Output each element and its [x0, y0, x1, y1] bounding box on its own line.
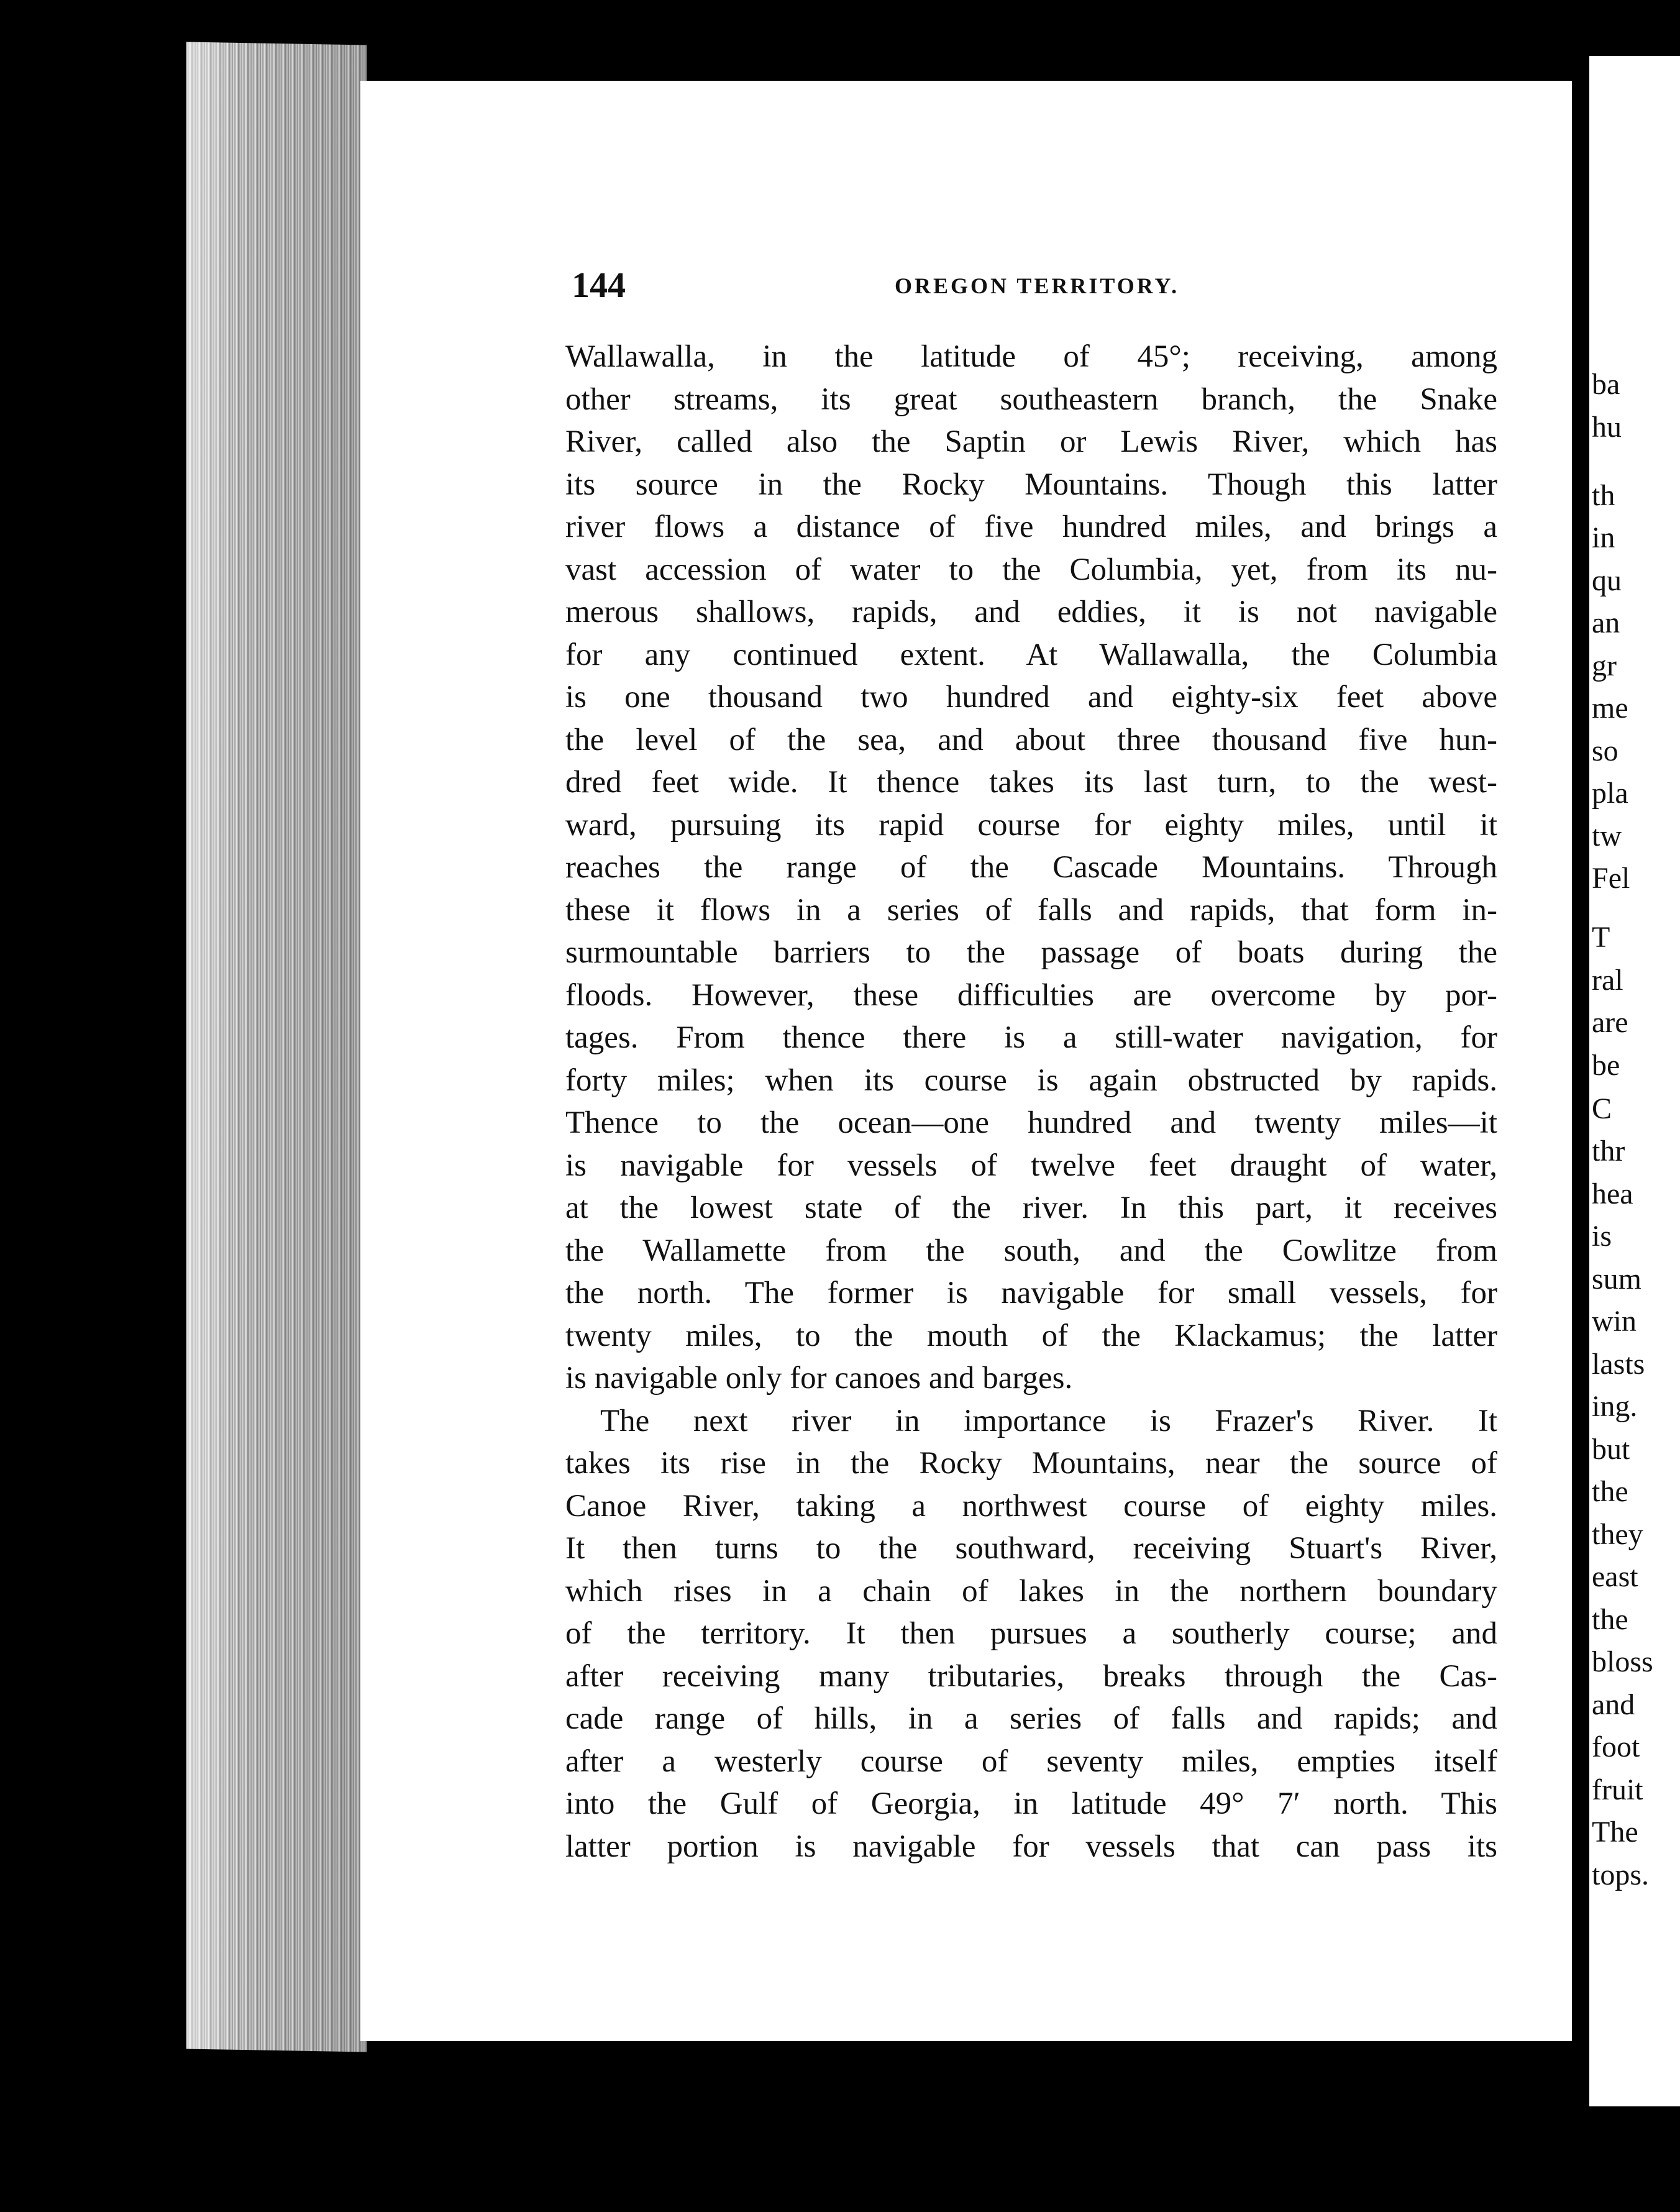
- text-line: after receiving many tributaries, breaks through the Cas-: [565, 1658, 1497, 1694]
- text-line: ward, pursuing its rapid course for eighty miles, until it: [565, 807, 1497, 843]
- facing-page-fragment: lasts: [1592, 1347, 1645, 1381]
- text-line: the north. The former is navigable for small vessels, for: [565, 1276, 1497, 1310]
- text-line: The next river in importance is Frazer's River. It: [600, 1403, 1497, 1438]
- text-line: at the lowest state of the river. In this part, it receives: [565, 1191, 1497, 1225]
- body-text: [565, 336, 1497, 1868]
- text-line: merous shallows, rapids, and eddies, it is not navigable: [565, 595, 1497, 629]
- facing-page-fragment: win: [1592, 1305, 1637, 1338]
- text-line: tages. From thence there is a still-water navigation, for: [565, 1020, 1497, 1055]
- facing-page-fragment: thr: [1592, 1135, 1625, 1168]
- facing-page: [1589, 56, 1680, 2106]
- facing-page-fragment: gr: [1592, 649, 1617, 682]
- facing-page-fragment: are: [1592, 1006, 1628, 1039]
- facing-page-fragment: ral: [1592, 963, 1623, 997]
- text-line: which rises in a chain of lakes in the northern boundary: [565, 1573, 1497, 1609]
- facing-page-fragment: the: [1592, 1475, 1628, 1508]
- facing-page-fragment: they: [1592, 1517, 1643, 1551]
- facing-page-fragment: the: [1592, 1602, 1628, 1636]
- text-line: vast accession of water to the Columbia, yet, from its nu-: [565, 552, 1497, 587]
- text-line: Thence to the ocean—one hundred and twenty miles—it: [565, 1105, 1497, 1140]
- facing-page-fragment: but: [1592, 1432, 1630, 1466]
- book-page-edges: [186, 42, 367, 2052]
- facing-page-fragment: be: [1592, 1048, 1620, 1082]
- facing-page-text: [1589, 56, 1680, 2106]
- facing-page-fragment: hu: [1592, 410, 1622, 444]
- text-line: these it flows in a series of falls and rapids, that form in-: [565, 892, 1497, 928]
- text-line: for any continued extent. At Wallawalla, the Columbia: [565, 637, 1497, 672]
- facing-page-fragment: east: [1592, 1560, 1638, 1593]
- facing-page-fragment: bloss: [1592, 1645, 1653, 1678]
- facing-page-fragment: an: [1592, 606, 1620, 639]
- facing-page-fragment: foot: [1592, 1730, 1640, 1763]
- facing-page-fragment: pla: [1592, 777, 1628, 810]
- text-line: floods. However, these difficulties are overcome by por-: [565, 977, 1497, 1013]
- text-line: twenty miles, to the mouth of the Klackamus; the latter: [565, 1318, 1497, 1353]
- book-gutter: [1572, 93, 1589, 2050]
- facing-page-fragment: in: [1592, 521, 1615, 554]
- text-line: of the territory. It then pursues a southerly course; and: [565, 1616, 1497, 1651]
- page-number: 144: [572, 265, 626, 305]
- text-line: is one thousand two hundred and eighty-six feet above: [565, 680, 1497, 715]
- text-line: Wallawalla, in the latitude of 45°; receiving, among: [565, 339, 1497, 374]
- text-line: cade range of hills, in a series of falls and rapids; and: [565, 1701, 1497, 1736]
- facing-page-fragment: C: [1592, 1092, 1612, 1125]
- facing-page-fragment: tw: [1592, 819, 1622, 852]
- facing-page-fragment: tops.: [1592, 1858, 1650, 1891]
- text-line: the level of the sea, and about three thousand five hun-: [565, 722, 1497, 757]
- facing-page-fragment: Fel: [1592, 862, 1630, 895]
- text-line: surmountable barriers to the passage of boats during the: [565, 935, 1497, 970]
- running-head: [572, 264, 1485, 308]
- facing-page-fragment: is: [1592, 1220, 1612, 1253]
- running-title: OREGON TERRITORY.: [895, 273, 1180, 298]
- text-line: is navigable for vessels of twelve feet draught of water,: [565, 1148, 1497, 1183]
- facing-page-fragment: so: [1592, 734, 1618, 767]
- text-line: latter portion is navigable for vessels that can pass its: [565, 1829, 1497, 1864]
- facing-page-fragment: The: [1592, 1816, 1638, 1849]
- text-line: forty miles; when its course is again obstructed by rapids.: [565, 1063, 1497, 1098]
- facing-page-fragment: ing.: [1592, 1390, 1638, 1423]
- text-line: other streams, its great southeastern branch, the Snake: [565, 382, 1497, 417]
- facing-page-fragment: qu: [1592, 564, 1622, 597]
- text-line: river flows a distance of five hundred miles, and brings a: [565, 510, 1497, 544]
- text-line: its source in the Rocky Mountains. Though this latter: [565, 467, 1497, 502]
- text-line: It then turns to the southward, receiving Stuart's River,: [565, 1531, 1497, 1566]
- facing-page-fragment: th: [1592, 478, 1615, 512]
- facing-page-fragment: ba: [1592, 368, 1620, 401]
- text-line: into the Gulf of Georgia, in latitude 49° 7′ north. This: [565, 1786, 1497, 1821]
- text-line: is navigable only for canoes and barges.: [565, 1361, 1073, 1396]
- facing-page-fragment: me: [1592, 692, 1628, 724]
- text-line: dred feet wide. It thence takes its last turn, to the west-: [565, 765, 1497, 800]
- text-line: Canoe River, taking a northwest course of eighty miles.: [565, 1488, 1497, 1524]
- facing-page-fragment: and: [1592, 1688, 1635, 1721]
- text-line: the Wallamette from the south, and the Cowlitze from: [565, 1233, 1497, 1268]
- text-line: River, called also the Saptin or Lewis River, which has: [565, 424, 1497, 459]
- text-line: after a westerly course of seventy miles, empties itself: [565, 1744, 1497, 1779]
- facing-page-fragment: hea: [1592, 1177, 1633, 1210]
- text-line: takes its rise in the Rocky Mountains, near the source of: [565, 1446, 1497, 1481]
- facing-page-fragment: sum: [1592, 1262, 1642, 1296]
- facing-page-fragment: fruit: [1592, 1773, 1643, 1806]
- text-line: reaches the range of the Cascade Mountains. Through: [565, 850, 1497, 885]
- facing-page-fragment: T: [1592, 921, 1610, 954]
